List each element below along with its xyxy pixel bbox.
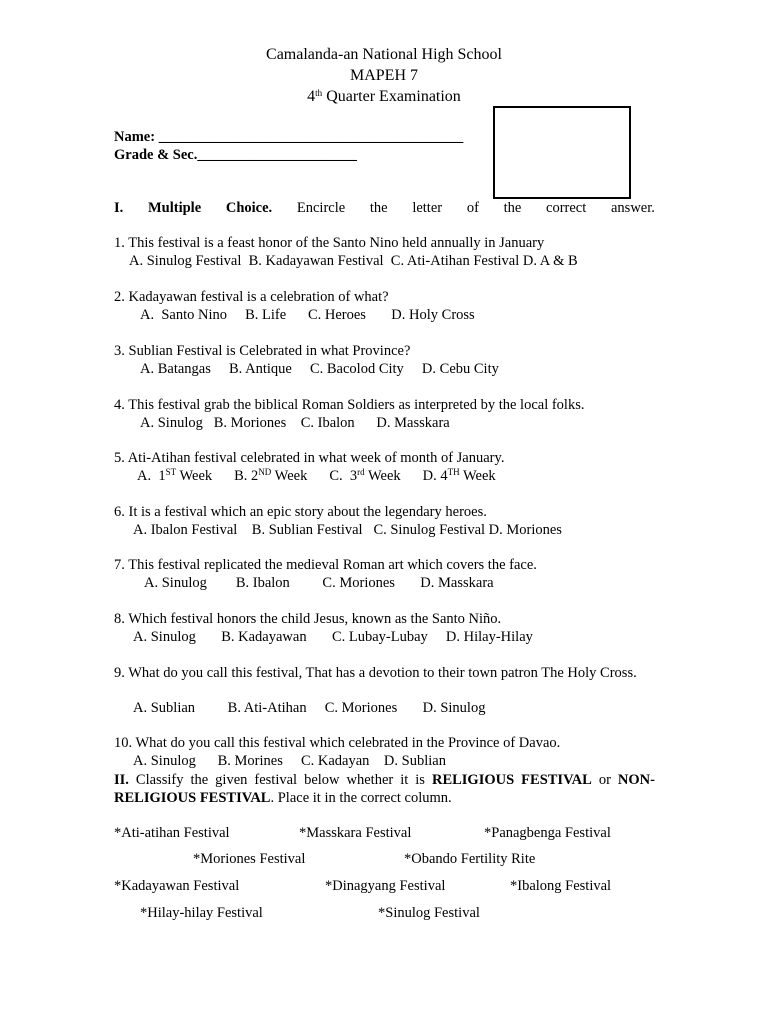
part1-word: Choice. xyxy=(225,200,273,216)
exam-number: 4 xyxy=(307,88,316,105)
name-field[interactable] xyxy=(114,129,463,146)
festival-item: *Moriones Festival xyxy=(193,851,306,867)
question-8: 8. Which festival honors the child Jesus, known as the Santo Niño. xyxy=(114,611,502,627)
festival-item: *Kadayawan Festival xyxy=(114,878,240,894)
choice-c: C. 3 xyxy=(329,468,358,484)
choice-b-suffix: ND xyxy=(258,467,272,477)
choice-a-rest: Week xyxy=(176,468,213,484)
question-7: 7. This festival replicated the medieval Roman art which covers the face. xyxy=(114,557,537,573)
question-6-choices: A. Ibalon Festival B. Sublian Festival C. Sinulog Festival D. Moriones xyxy=(133,522,562,538)
school-name: Camalanda-an National High School xyxy=(266,46,502,63)
question-7-choices: A. Sinulog B. Ibalon C. Moriones D. Masskara xyxy=(144,575,494,591)
question-6: 6. It is a festival which an epic story about the legendary heroes. xyxy=(114,504,487,520)
festival-item: *Ati-atihan Festival xyxy=(114,825,230,841)
subject-title: MAPEH 7 xyxy=(349,67,418,84)
name-line: __________________________________________ xyxy=(155,129,464,145)
part1-word: answer. xyxy=(610,200,655,216)
festival-item: *Masskara Festival xyxy=(299,825,412,841)
choice-b-rest: Week xyxy=(271,468,308,484)
part1-word: Encircle xyxy=(296,200,346,216)
question-4-choices: A. Sinulog B. Moriones C. Ibalon D. Masskara xyxy=(140,415,450,431)
part2-text: or xyxy=(591,772,618,788)
part1-number: I. xyxy=(114,200,124,216)
photo-box xyxy=(493,106,631,199)
part1-instructions xyxy=(114,200,655,217)
choice-d: D. 4 xyxy=(422,468,448,484)
festival-item: *Ibalong Festival xyxy=(510,878,612,894)
question-2: 2. Kadayawan festival is a celebration of what? xyxy=(114,289,389,305)
question-1: 1. This festival is a feast honor of the Santo Nino held annually in January xyxy=(114,235,545,251)
exam-number-suffix: th xyxy=(315,88,323,98)
question-8-choices: A. Sinulog B. Kadayawan C. Lubay-Lubay D. Hilay-Hilay xyxy=(133,629,533,645)
question-3-choices: A. Batangas B. Antique C. Bacolod City D. Cebu City xyxy=(140,361,499,377)
exam-title xyxy=(0,88,768,106)
question-5: 5. Ati-Atihan festival celebrated in what week of month of January. xyxy=(114,450,505,466)
part2-instructions xyxy=(114,771,655,807)
question-2-choices: A. Santo Nino B. Life C. Heroes D. Holy Cross xyxy=(140,307,475,323)
question-9-choices: A. Sublian B. Ati-Atihan C. Moriones D. Sinulog xyxy=(133,700,486,716)
grade-line: ______________________ xyxy=(197,147,357,163)
part1-word: letter xyxy=(412,200,443,216)
part2-text: . Place it in the correct column. xyxy=(270,790,452,806)
choice-c-suffix: rd xyxy=(357,467,365,477)
part1-word: of xyxy=(466,200,479,216)
part1-word: the xyxy=(369,200,388,216)
festival-item: *Sinulog Festival xyxy=(378,905,480,921)
part2-number: II. xyxy=(114,772,129,788)
part1-word: Multiple xyxy=(147,200,202,216)
question-5-choices xyxy=(137,468,496,485)
festival-item: *Panagbenga Festival xyxy=(484,825,611,841)
festival-item: *Obando Fertility Rite xyxy=(404,851,536,867)
choice-b: B. 2 xyxy=(234,468,259,484)
grade-label: Grade & Sec. xyxy=(114,147,198,163)
question-10-choices: A. Sinulog B. Morines C. Kadayan D. Sublian xyxy=(133,753,446,769)
choice-a: A. 1 xyxy=(137,468,166,484)
choice-a-suffix: ST xyxy=(165,467,177,477)
question-3: 3. Sublian Festival is Celebrated in what Province? xyxy=(114,343,411,359)
exam-title-rest: Quarter Examination xyxy=(322,88,461,105)
part2-text: Classify the given festival below whether it is xyxy=(128,772,432,788)
non-religious-label: NON-RELIGIOUS FESTIVAL xyxy=(114,772,655,806)
name-label: Name: xyxy=(114,129,156,145)
part1-word: the xyxy=(503,200,522,216)
festival-item: *Hilay-hilay Festival xyxy=(140,905,263,921)
question-10: 10. What do you call this festival which celebrated in the Province of Davao. xyxy=(114,735,561,751)
choice-d-rest: Week xyxy=(459,468,496,484)
festival-item: *Dinagyang Festival xyxy=(325,878,446,894)
question-4: 4. This festival grab the biblical Roman Soldiers as interpreted by the local folks. xyxy=(114,397,585,413)
question-1-choices: A. Sinulog Festival B. Kadayawan Festival C. Ati-Atihan Festival D. A & B xyxy=(129,253,578,269)
choice-d-suffix: TH xyxy=(447,467,460,477)
part1-word: correct xyxy=(546,200,587,216)
grade-field[interactable] xyxy=(114,147,357,164)
question-9: 9. What do you call this festival, That has a devotion to their town patron The Holy Cross. xyxy=(114,665,637,681)
religious-label: RELIGIOUS FESTIVAL xyxy=(431,772,592,788)
choice-c-rest: Week xyxy=(364,468,401,484)
